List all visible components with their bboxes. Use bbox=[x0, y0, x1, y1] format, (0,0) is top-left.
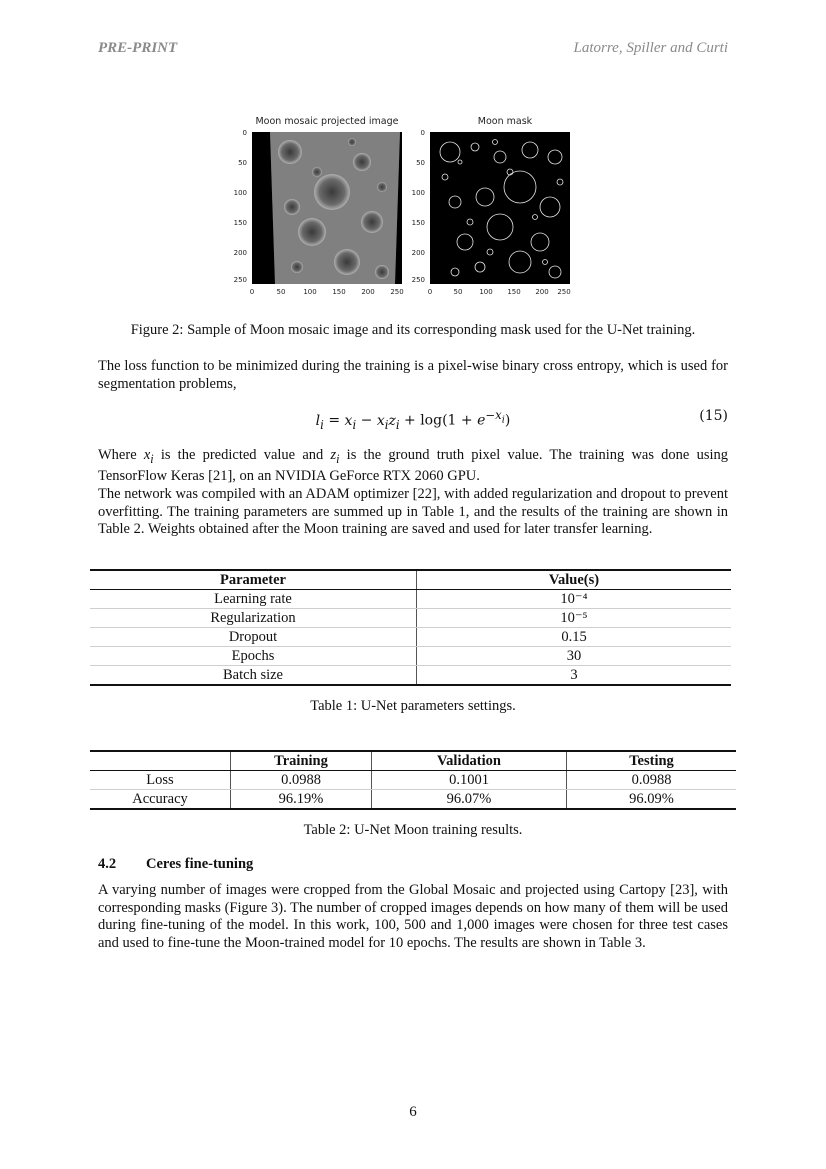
table-header-row bbox=[90, 570, 731, 590]
y-tick-label: 250 bbox=[411, 276, 425, 284]
para-text: Where bbox=[98, 447, 144, 463]
table-row bbox=[90, 666, 731, 686]
x-tick-label: 150 bbox=[507, 288, 521, 296]
table-cell: 30 bbox=[417, 647, 732, 666]
figure-2 bbox=[222, 112, 602, 302]
table-header-cell: Testing bbox=[567, 751, 737, 771]
y-tick-label: 0 bbox=[242, 129, 247, 137]
moon-mosaic-plot bbox=[222, 112, 404, 302]
x-tick-label: 250 bbox=[557, 288, 571, 296]
var-zi: $z_i$ bbox=[330, 447, 340, 466]
table-row bbox=[90, 647, 731, 666]
panel-title-mosaic: Moon mosaic projected image bbox=[255, 116, 399, 127]
table-row bbox=[90, 609, 731, 628]
table-header-cell: Value(s) bbox=[417, 570, 732, 590]
x-tick-label: 0 bbox=[249, 288, 255, 296]
running-header-left: PRE-PRINT bbox=[98, 40, 178, 56]
para-text: The network was compiled with an ADAM optimizer [22], with added regularization and dropout to prevent overfitting. The training parameters are summed up in Table 1, and the results of the training are shown in Table 2. Weights obtained after the Moon training are saved and used for later transfer learning. bbox=[98, 486, 728, 538]
section-heading bbox=[98, 856, 253, 873]
x-tick-label: 150 bbox=[332, 288, 346, 296]
equation-number: (15) bbox=[699, 408, 728, 424]
table-cell: Dropout bbox=[90, 628, 417, 647]
y-tick-label: 250 bbox=[233, 276, 247, 284]
section-number: 4.2 bbox=[98, 856, 117, 872]
y-tick-label: 100 bbox=[233, 189, 247, 197]
x-tick-label: 100 bbox=[479, 288, 493, 296]
table-cell: 96.09% bbox=[629, 791, 674, 807]
running-header-right: Latorre, Spiller and Curti bbox=[573, 40, 728, 56]
y-tick-label: 100 bbox=[411, 189, 425, 197]
x-tick-label: 250 bbox=[390, 288, 404, 296]
table-cell: 10⁻⁴ bbox=[417, 590, 732, 609]
table-row bbox=[90, 628, 731, 647]
table-cell: 96.19% bbox=[231, 790, 372, 810]
x-tick-label: 200 bbox=[535, 288, 549, 296]
table-cell: 96.07% bbox=[372, 790, 567, 810]
y-tick-label: 150 bbox=[411, 219, 425, 227]
y-tick-label: 150 bbox=[233, 219, 247, 227]
y-tick-label: 200 bbox=[233, 249, 247, 257]
x-tick-label: 200 bbox=[361, 288, 375, 296]
table-cell: Learning rate bbox=[90, 590, 417, 609]
table-header-cell bbox=[90, 751, 231, 771]
table-2-caption: Table 2: U-Net Moon training results. bbox=[303, 822, 523, 838]
equation-body: $l_i = x_i - x_iz_i + \log(1 + e^{-x_i})$ bbox=[315, 408, 511, 432]
y-tick-label: 50 bbox=[238, 159, 247, 167]
table-cell: Regularization bbox=[90, 609, 417, 628]
var-xi: $x_i$ bbox=[143, 447, 154, 466]
table-header-cell: Validation bbox=[372, 751, 567, 771]
para-text: is the predicted value and bbox=[153, 447, 331, 463]
table-header-cell: Training bbox=[231, 751, 372, 771]
table-cell: Accuracy bbox=[90, 790, 231, 810]
table-header-cell: Parameter bbox=[90, 570, 417, 590]
page-number: 6 bbox=[409, 1104, 417, 1120]
paragraph-ceres: A varying number of images were cropped from the Global Mosaic and projected using Cartopy [23], with corresponding masks (Figure 3). The number of cropped images depends on how many of them will be used during fine-tuning of the model. In this work, 100, 500 and 1,000 images were chosen for three test cases and used to fine-tune the Moon-trained model for 10 epochs. The results are shown in Table 3. bbox=[98, 882, 728, 951]
moon-mask-plot bbox=[400, 112, 570, 302]
x-tick-label: 50 bbox=[276, 288, 286, 296]
y-tick-label: 0 bbox=[420, 129, 425, 137]
paragraph-training bbox=[98, 447, 728, 539]
paragraph-loss: The loss function to be minimized during the training is a pixel-wise binary cross entropy, which is used for segmentation problems, bbox=[98, 358, 728, 392]
table-row bbox=[90, 771, 736, 790]
table-row bbox=[90, 790, 736, 810]
y-tick-label: 200 bbox=[411, 249, 425, 257]
x-tick-label: 0 bbox=[427, 288, 433, 296]
table-1 bbox=[90, 569, 731, 686]
x-tick-label: 100 bbox=[303, 288, 317, 296]
section-title: Ceres fine-tuning bbox=[146, 856, 254, 872]
table-1-caption: Table 1: U-Net parameters settings. bbox=[310, 698, 516, 714]
table-2 bbox=[90, 750, 736, 810]
table-cell: 0.0988 bbox=[231, 771, 372, 790]
table-cell: Loss bbox=[90, 771, 231, 790]
table-cell: Batch size bbox=[90, 666, 417, 686]
table-cell: 0.1001 bbox=[372, 771, 567, 790]
table-cell: Epochs bbox=[90, 647, 417, 666]
moon-mosaic-panel bbox=[222, 112, 404, 302]
table-cell: 0.15 bbox=[417, 628, 732, 647]
table-row bbox=[90, 590, 731, 609]
y-tick-label: 50 bbox=[416, 159, 425, 167]
moon-mask-panel bbox=[400, 112, 570, 302]
table-header-row bbox=[90, 751, 736, 771]
table-cell: 0.0988 bbox=[567, 771, 737, 790]
x-tick-label: 50 bbox=[453, 288, 463, 296]
para-text: is the ground truth pixel value. The training was done using TensorFlow Keras [21], on an NVIDIA GeForce RTX 2060 GPU. bbox=[98, 447, 728, 485]
equation-15 bbox=[98, 408, 728, 430]
figure-caption: Figure 2: Sample of Moon mosaic image and its corresponding mask used for the U-Net training. bbox=[130, 322, 696, 338]
table-cell: 3 bbox=[570, 667, 578, 683]
table-cell: 10⁻⁵ bbox=[417, 609, 732, 628]
panel-title-mask: Moon mask bbox=[477, 116, 533, 127]
